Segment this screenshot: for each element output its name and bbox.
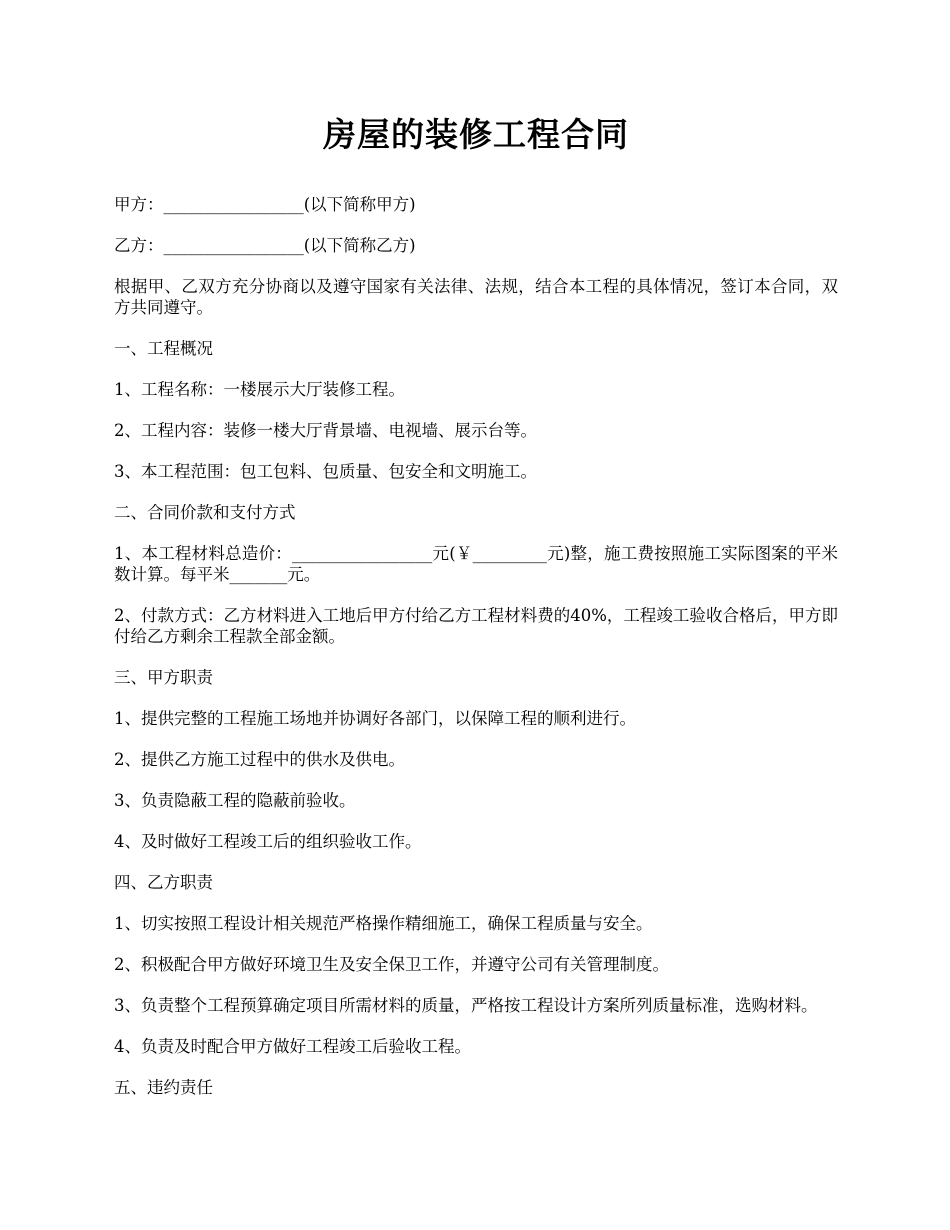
document-title: 房屋的装修工程合同 [323, 115, 629, 154]
clause-party-b-duty-2: 2、积极配合甲方做好环境卫生及安全保卫工作，并遵守公司有关管理制度。 [114, 955, 669, 974]
clause-project-content: 2、工程内容：装修一楼大厅背景墙、电视墙、展示台等。 [114, 421, 537, 440]
clause-party-a-duty-1: 1、提供完整的工程施工场地并协调好各部门，以保障工程的顺利进行。 [114, 709, 636, 728]
preamble-paragraph: 根据甲、乙双方充分协商以及遵守国家有关法律、法规，结合本工程的具体情况，签订本合同，双方共同遵守。 [114, 277, 838, 317]
clause-party-a-duty-3: 3、负责隐蔽工程的隐蔽前验收。 [114, 791, 356, 810]
party-b-line: 乙方：_________________(以下简称乙方) [114, 236, 416, 255]
section-heading-price-payment: 二、合同价款和支付方式 [114, 503, 296, 522]
clause-party-a-duty-4: 4、及时做好工程竣工后的组织验收工作。 [114, 832, 422, 851]
section-heading-project-overview: 一、工程概况 [114, 339, 213, 358]
clause-party-b-duty-1: 1、切实按照工程设计相关规范严格操作精细施工，确保工程质量与安全。 [114, 914, 653, 933]
clause-total-cost: 1、本工程材料总造价：_________________元(￥_________元)整，施工费按照施工实际图案的平米数计算。每平米_______元。 [114, 544, 838, 584]
section-heading-party-a-duties: 三、甲方职责 [114, 668, 213, 687]
clause-payment-method: 2、付款方式：乙方材料进入工地后甲方付给乙方工程材料费的40%，工程竣工验收合格后，甲方即付给乙方剩余工程款全部金额。 [114, 606, 838, 646]
clause-project-name: 1、工程名称：一楼展示大厅装修工程。 [114, 380, 405, 399]
section-heading-party-b-duties: 四、乙方职责 [114, 873, 213, 892]
clause-party-a-duty-2: 2、提供乙方施工过程中的供水及供电。 [114, 750, 405, 769]
section-heading-breach-liability: 五、违约责任 [114, 1078, 213, 1097]
clause-party-b-duty-3: 3、负责整个工程预算确定项目所需材料的质量，严格按工程设计方案所列质量标准，选购材料。 [114, 996, 818, 1015]
clause-project-scope: 3、本工程范围：包工包料、包质量、包安全和文明施工。 [114, 462, 537, 481]
party-a-line: 甲方：_________________(以下简称甲方) [114, 195, 416, 214]
clause-party-b-duty-4: 4、负责及时配合甲方做好工程竣工后验收工程。 [114, 1037, 471, 1056]
